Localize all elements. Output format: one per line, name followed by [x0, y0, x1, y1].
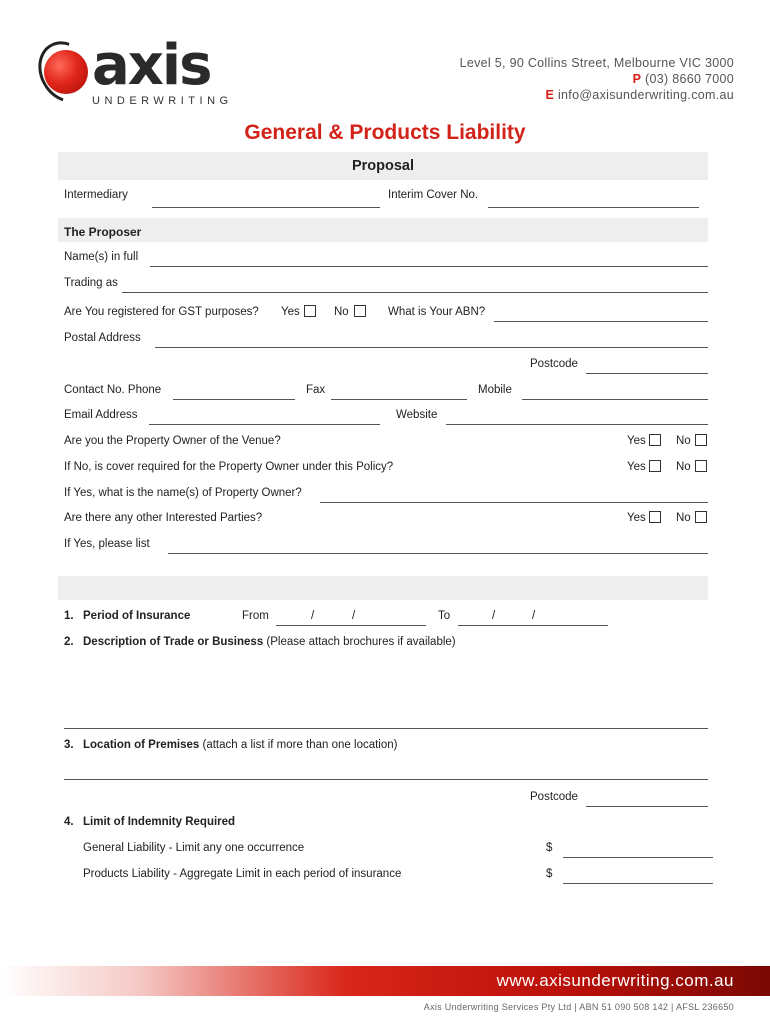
property-owner-no-checkbox[interactable] — [695, 434, 707, 446]
names-field[interactable] — [150, 266, 708, 267]
s1-from-slash-1: / — [311, 610, 315, 622]
s4-title: Limit of Indemnity Required — [83, 816, 236, 828]
contact-phone-label: Contact No. Phone — [64, 384, 162, 396]
interested-parties-question: Are there any other Interested Parties? — [64, 512, 263, 524]
names-label: Name(s) in full — [64, 251, 139, 263]
section-band — [58, 576, 708, 600]
trading-as-label: Trading as — [64, 277, 118, 289]
interim-cover-label: Interim Cover No. — [388, 189, 479, 201]
fax-field[interactable] — [331, 399, 467, 400]
fax-label: Fax — [306, 384, 326, 396]
s1-to-slash-2: / — [532, 610, 536, 622]
abn-label: What is Your ABN? — [388, 306, 486, 318]
mobile-label: Mobile — [478, 384, 512, 396]
intermediary-field[interactable] — [152, 207, 380, 208]
postal-address-label: Postal Address — [64, 332, 141, 344]
s4-products-dollar: $ — [546, 868, 553, 880]
s1-number: 1. — [64, 610, 74, 622]
s2-number: 2. — [64, 636, 74, 648]
s3-postcode-field[interactable] — [586, 806, 708, 807]
s4-products-field[interactable] — [563, 883, 713, 884]
cover-required-yes-checkbox[interactable] — [649, 460, 661, 472]
s3-title: Location of Premises — [83, 739, 200, 751]
phone-number: (03) 8660 7000 — [645, 72, 734, 86]
s1-title: Period of Insurance — [83, 610, 191, 622]
s1-to-date-field[interactable] — [458, 625, 608, 626]
email-label: Email Address — [64, 409, 138, 421]
postal-address-field[interactable] — [155, 347, 708, 348]
contact-phone-field[interactable] — [173, 399, 295, 400]
s4-general-dollar: $ — [546, 842, 553, 854]
s1-to-label: To — [438, 610, 451, 622]
s1-from-date-field[interactable] — [276, 625, 426, 626]
s2-note: (Please attach brochures if available) — [266, 636, 456, 648]
interested-parties-yes-label: Yes — [627, 512, 646, 524]
s3-heading — [83, 738, 397, 752]
header-address: Level 5, 90 Collins Street, Melbourne VIC 3000 — [459, 56, 734, 70]
s3-postcode-label: Postcode — [530, 791, 578, 803]
gst-no-checkbox[interactable] — [354, 305, 366, 317]
interested-parties-no-checkbox[interactable] — [695, 511, 707, 523]
phone-key: P — [632, 72, 642, 86]
interested-parties-yes-checkbox[interactable] — [649, 511, 661, 523]
s4-number: 4. — [64, 816, 74, 828]
gst-yes-checkbox[interactable] — [304, 305, 316, 317]
footer-legal: Axis Underwriting Services Pty Ltd | ABN 51 090 508 142 | AFSL 236650 — [423, 1002, 734, 1012]
cover-required-question: If No, is cover required for the Property Owner under this Policy? — [64, 461, 394, 473]
s1-from-label: From — [242, 610, 269, 622]
s1-from-slash-2: / — [352, 610, 356, 622]
page-title: General & Products Liability — [244, 121, 526, 144]
proposer-band — [58, 218, 708, 242]
cover-required-yes-label: Yes — [627, 461, 646, 473]
owner-names-question: If Yes, what is the name(s) of Property Owner? — [64, 487, 302, 499]
email-key: E — [545, 88, 555, 102]
website-label: Website — [396, 409, 438, 421]
mobile-field[interactable] — [522, 399, 708, 400]
header-email — [546, 87, 734, 103]
please-list-label: If Yes, please list — [64, 538, 150, 550]
cover-required-no-checkbox[interactable] — [695, 460, 707, 472]
property-owner-question: Are you the Property Owner of the Venue? — [64, 435, 281, 447]
header-phone — [633, 71, 734, 87]
logo-subtitle: UNDERWRITING — [92, 95, 233, 107]
property-owner-no-label: No — [676, 435, 691, 447]
s3-location-field[interactable] — [64, 779, 708, 780]
footer-url: www.axisunderwriting.com.au — [496, 971, 734, 990]
s4-general-label: General Liability - Limit any one occurrence — [83, 842, 305, 854]
s3-number: 3. — [64, 739, 74, 751]
owner-names-field[interactable] — [320, 502, 708, 503]
s2-heading — [83, 635, 456, 649]
trading-as-field[interactable] — [122, 292, 708, 293]
email-field[interactable] — [149, 424, 380, 425]
postcode-label: Postcode — [530, 358, 578, 370]
proposer-heading: The Proposer — [64, 225, 142, 239]
intermediary-label: Intermediary — [64, 189, 128, 201]
email-address: info@axisunderwriting.com.au — [557, 88, 734, 102]
logo-text: axis — [92, 33, 211, 98]
abn-field[interactable] — [494, 321, 708, 322]
s2-description-field[interactable] — [64, 728, 708, 729]
s3-note: (attach a list if more than one location) — [202, 739, 398, 751]
s2-title: Description of Trade or Business — [83, 636, 264, 648]
website-field[interactable] — [446, 424, 708, 425]
s4-products-label: Products Liability - Aggregate Limit in each period of insurance — [83, 868, 402, 880]
property-owner-yes-label: Yes — [627, 435, 646, 447]
interested-parties-no-label: No — [676, 512, 691, 524]
s4-general-field[interactable] — [563, 857, 713, 858]
proposal-heading: Proposal — [351, 158, 415, 174]
please-list-field[interactable] — [168, 553, 708, 554]
postcode-field[interactable] — [586, 373, 708, 374]
interim-cover-field[interactable] — [488, 207, 699, 208]
cover-required-no-label: No — [676, 461, 691, 473]
gst-yes-label: Yes — [281, 306, 300, 318]
gst-question: Are You registered for GST purposes? — [64, 306, 259, 318]
property-owner-yes-checkbox[interactable] — [649, 434, 661, 446]
s1-to-slash-1: / — [492, 610, 496, 622]
gst-no-label: No — [334, 306, 349, 318]
proposal-band — [58, 152, 708, 180]
logo-globe-icon — [44, 50, 88, 94]
